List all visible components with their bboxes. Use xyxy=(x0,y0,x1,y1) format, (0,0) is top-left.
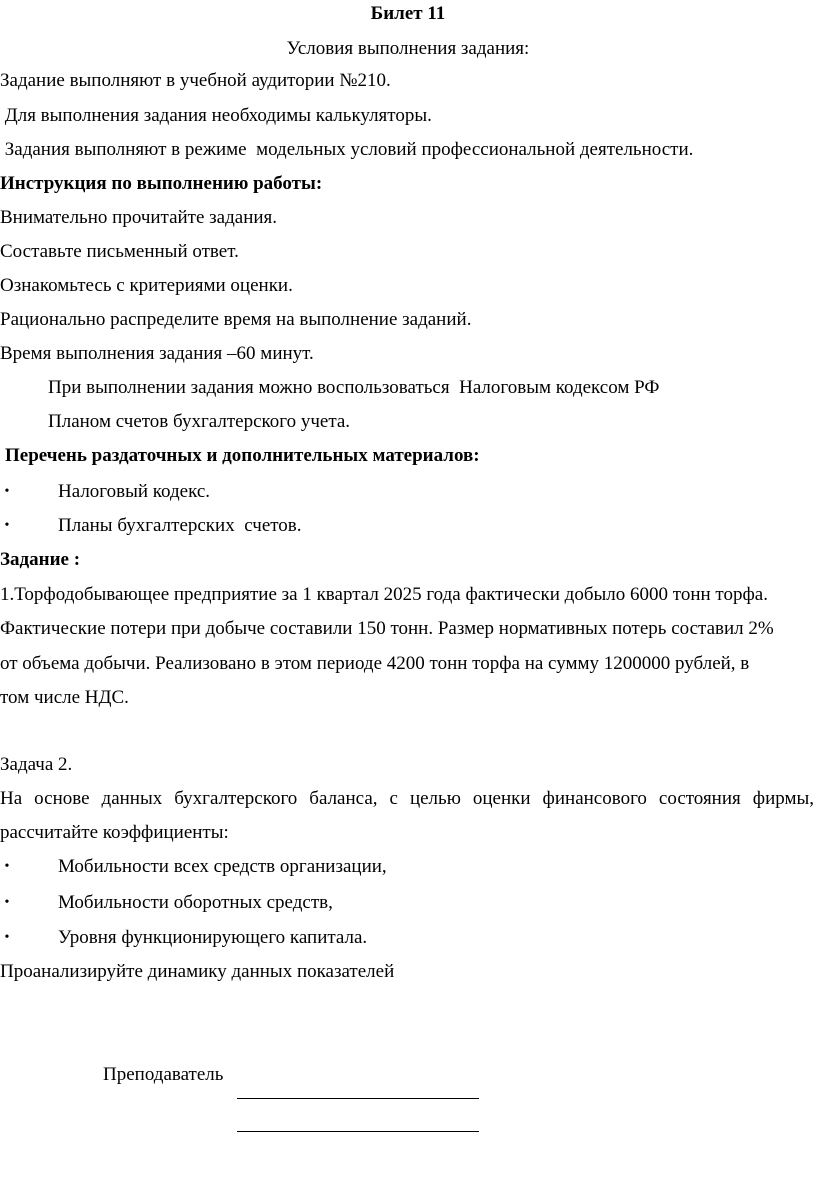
materials-heading: Перечень раздаточных и дополнительных материалов: xyxy=(5,445,480,466)
instruction-item: Составьте письменный ответ. xyxy=(0,241,239,262)
instruction-item: Время выполнения задания –60 минут. xyxy=(0,343,314,364)
resource-tax-code: При выполнении задания можно воспользоваться Налоговым кодексом РФ xyxy=(48,377,660,398)
task2-bullet-item: Уровня функционирующего капитала. xyxy=(58,927,368,948)
task1-line: 1.Торфодобывающее предприятие за 1 квартал 2025 года фактически добыло 6000 тонн торфа. xyxy=(0,584,768,605)
task2-line: рассчитайте коэффициенты: xyxy=(0,822,229,843)
task2-bullet-item: Мобильности всех средств организации, xyxy=(58,856,387,877)
ticket-title: Билет 11 xyxy=(370,3,446,24)
task1-line: от объема добычи. Реализовано в этом периоде 4200 тонн торфа на сумму 1200000 рублей, в xyxy=(0,653,750,674)
instruction-item: Внимательно прочитайте задания. xyxy=(0,207,278,228)
task1-line: Фактические потери при добыче составили 150 тонн. Размер нормативных потерь составил 2% xyxy=(0,618,774,639)
bullet-icon: • xyxy=(4,859,10,874)
instruction-item: Ознакомьтесь с критериями оценки. xyxy=(0,275,293,296)
instructions-heading: Инструкция по выполнению работы: xyxy=(0,173,323,194)
condition-calculators: Для выполнения задания необходимы калькуляторы. xyxy=(0,105,432,126)
bullet-icon: • xyxy=(4,930,10,945)
instruction-item: Рационально распределите время на выполнение заданий. xyxy=(0,309,472,330)
task2-bullet-item: Мобильности оборотных средств, xyxy=(58,892,333,913)
task2-conclusion: Проанализируйте динамику данных показателей xyxy=(0,961,395,982)
task2-line: На основе данных бухгалтерского баланса, с целью оценки финансового состояния фирмы, xyxy=(0,788,814,809)
materials-item: Планы бухгалтерских счетов. xyxy=(58,515,302,536)
signature-label: Преподаватель xyxy=(103,1064,224,1085)
materials-item: Налоговый кодекс. xyxy=(58,481,211,502)
bullet-icon: • xyxy=(4,895,10,910)
bullet-icon: • xyxy=(4,484,10,499)
signature-line xyxy=(237,1098,479,1099)
condition-auditorium: Задание выполняют в учебной аудитории №210. xyxy=(0,70,391,91)
task2-title: Задача 2. xyxy=(0,754,73,775)
task-heading: Задание : xyxy=(0,549,81,570)
condition-mode: Задания выполняют в режиме модельных условий профессиональной деятельности. xyxy=(0,139,694,160)
task1-line: том числе НДС. xyxy=(0,687,129,708)
bullet-icon: • xyxy=(4,518,10,533)
signature-line xyxy=(237,1131,479,1132)
conditions-heading: Условия выполнения задания: xyxy=(286,38,530,59)
resource-chart-of-accounts: Планом счетов бухгалтерского учета. xyxy=(48,411,351,432)
